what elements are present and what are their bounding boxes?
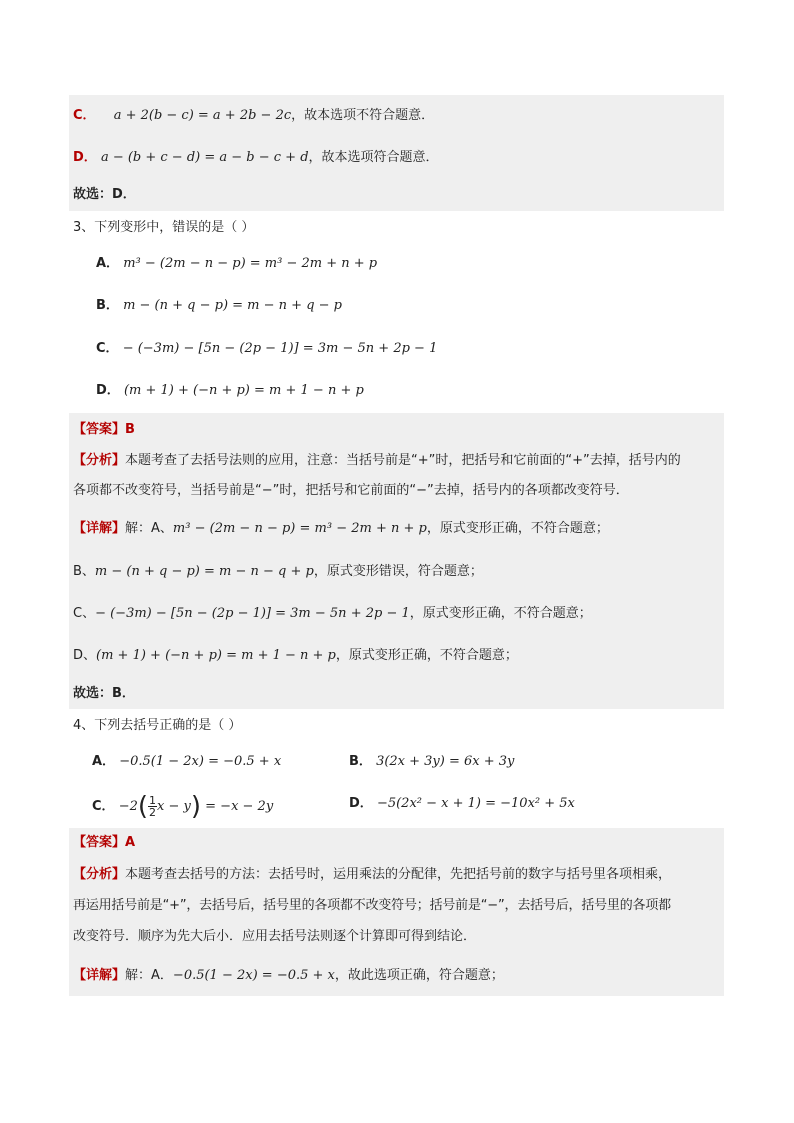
q3-detail-a: 【详解】解：A、m³ − (2m − n − p) = m³ − 2m + n + p，原式变形正确，不符合题意； xyxy=(73,521,609,536)
q4-analysis-line-1: 【分析】本题考查去括号的方法：去括号时，运用乘法的分配律，先把括号前的数字与括号里各项相乘， xyxy=(73,867,672,882)
q3-detail-d: D、(m + 1) + (−n + p) = m + 1 − n + p，原式变形正确，不符合题意； xyxy=(73,648,518,663)
prev-option-c: C． a + 2(b − c) = a + 2b − 2c，故本选项不符合题意． xyxy=(73,108,435,123)
q4-analysis-line-3: 改变符号．顺序为先大后小．应用去括号法则逐个计算即可得到结论． xyxy=(73,929,477,944)
q4-option-b: B． 3(2x + 3y) = 6x + 3y xyxy=(349,754,515,769)
prev-option-d-expr: a − (b + c − d) = a − b − c + d xyxy=(100,150,309,165)
prev-option-c-expr: a + 2(b − c) = a + 2b − 2c xyxy=(113,108,292,123)
q4-option-c: C． −2( $\frac{1}{2}$ x − y) = −x − 2y xyxy=(92,791,274,822)
q4-analysis-line-2: 再运用括号前是“+”，去括号后，括号里的各项都不改变符号；括号前是“−”，去括号后，括号里的各项都 xyxy=(73,898,671,913)
q4-stem: 4、下列去括号正确的是（ ） xyxy=(73,718,242,733)
fraction-one-half: $\frac{1}{2}$ xyxy=(149,794,157,819)
q3-choice: 故选：B． xyxy=(73,686,135,701)
q4-detail-a: 【详解】解：A．−0.5(1 − 2x) = −0.5 + x，故此选项正确，符合题意； xyxy=(73,968,504,983)
q3-analysis-line-1: 【分析】本题考查了去括号法则的应用，注意：当括号前是“+”时，把括号和它前面的“+”去掉，括号内的 xyxy=(73,453,681,468)
q3-stem: 3、下列变形中，错误的是（ ） xyxy=(73,220,255,235)
q3-option-c: C． − (−3m) − [5n − (2p − 1)] = 3m − 5n + 2p − 1 xyxy=(96,341,438,356)
q4-answer: 【答案】A xyxy=(73,835,136,850)
prev-option-d: D． a − (b + c − d) = a − b − c + d，故本选项符合题意． xyxy=(73,150,439,165)
q3-option-b: B． m − (n + q − p) = m − n + q − p xyxy=(96,298,342,313)
q4-option-d: D． −5(2x² − x + 1) = −10x² + 5x xyxy=(349,796,575,811)
q3-option-a: A． m³ − (2m − n − p) = m³ − 2m + n + p xyxy=(96,256,378,271)
q3-detail-c: C、− (−3m) − [5n − (2p − 1)] = 3m − 5n + 2p − 1，原式变形正确，不符合题意； xyxy=(73,606,592,621)
q3-answer: 【答案】B xyxy=(73,422,135,437)
q3-option-d: D． (m + 1) + (−n + p) = m + 1 − n + p xyxy=(96,383,364,398)
q4-option-a: A． −0.5(1 − 2x) = −0.5 + x xyxy=(92,754,282,769)
prev-choice: 故选：D． xyxy=(73,187,136,202)
q3-detail-b: B、m − (n + q − p) = m − n − q + p，原式变形错误，符合题意； xyxy=(73,564,483,579)
q3-analysis-line-2: 各项都不改变符号，当括号前是“−”时，把括号和它前面的“−”去掉，括号内的各项都改变符号． xyxy=(73,483,629,498)
